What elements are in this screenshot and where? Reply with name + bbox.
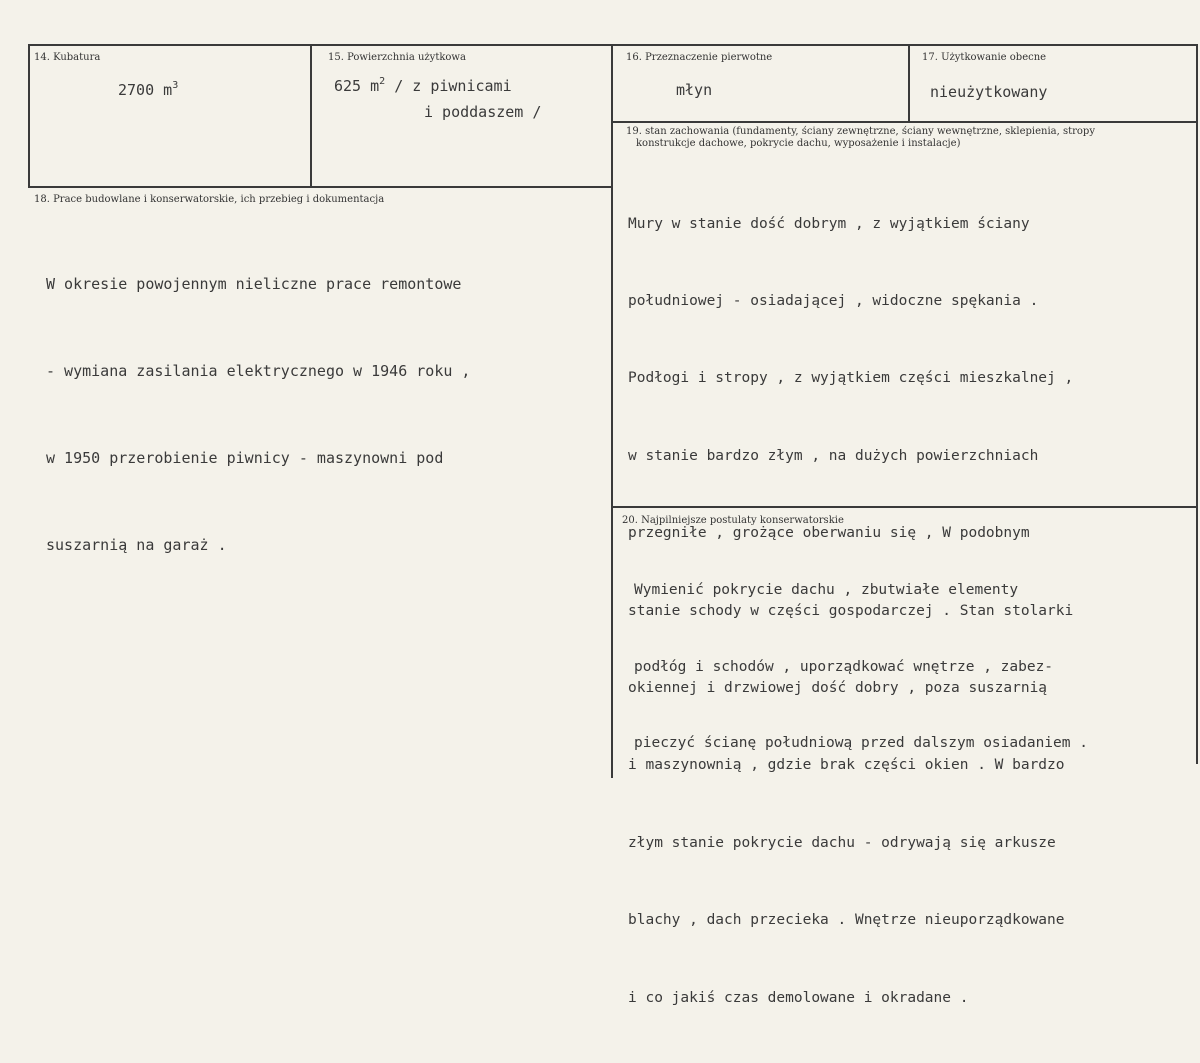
field-15-label: 15. Powierzchnia użytkowa	[328, 52, 466, 63]
field-19-line: okiennej i drzwiowej dość dobry , poza suszarnią	[628, 679, 1048, 696]
divider-14-15	[310, 44, 312, 187]
field-20-line: pieczyć ścianę południową przed dalszym osiadaniem .	[634, 735, 1088, 751]
divider-16-17	[908, 44, 910, 122]
field-19-line: i co jakiś czas demolowane i okradane .	[628, 989, 969, 1006]
field-19-line: Mury w stanie dość dobrym , z wyjątkiem ściany	[628, 215, 1030, 232]
field-18-text	[46, 212, 470, 618]
field-19-line: przegniłe , grożące oberwaniu się , W podobnym	[628, 525, 1030, 542]
field-19-line: blachy , dach przecieka . Wnętrze nieuporządkowane	[628, 912, 1065, 929]
field-15-value-line2: i poddaszem /	[424, 103, 542, 121]
field-18-line: suszarnią na garaż .	[46, 536, 227, 554]
field-15-superscript: 2	[379, 76, 386, 87]
field-19-label	[626, 126, 1194, 150]
field-17-label: 17. Użytkowanie obecne	[922, 52, 1047, 63]
field-18-line: W okresie powojennym nieliczne prace remontowe	[46, 275, 462, 293]
right-border	[1196, 44, 1198, 764]
field-18-line: - wymiana zasilania elektrycznego w 1946 roku ,	[46, 362, 471, 380]
top-rule	[28, 44, 1198, 46]
field-14-label: 14. Kubatura	[34, 52, 101, 63]
field-19-line: i maszynownią , gdzie brak części okien . W bardzo	[628, 757, 1065, 774]
field-18-line: w 1950 przerobienie piwnicy - maszynowni pod	[46, 449, 444, 467]
field-18-label: 18. Prace budowlane i konserwatorskie, ich przebieg i dokumentacja	[34, 194, 385, 205]
field-19-label-line1: 19. stan zachowania (fundamenty, ściany zewnętrzne, ściany wewnętrzne, sklepienia, stropy	[626, 126, 1095, 137]
field-19-line: Podłogi i stropy , z wyjątkiem części mieszkalnej ,	[628, 370, 1074, 387]
left-border	[28, 44, 30, 188]
field-16-label: 16. Przeznaczenie pierwotne	[626, 52, 773, 63]
center-divider	[611, 44, 613, 778]
field-19-label-line2: konstrukcje dachowe, pokrycie dachu, wyposażenie i instalacje)	[636, 138, 961, 149]
field-14-value: 2700 $m^3$	[118, 80, 179, 99]
field-16-value: młyn	[676, 81, 713, 99]
field-19-line: w stanie bardzo złym , na dużych powierzchniach	[628, 447, 1039, 464]
field-15-value: 625 $m^2$ / z piwnicami	[334, 76, 512, 95]
field-19-line: złym stanie pokrycie dachu - odrywają się arkusze	[628, 834, 1056, 851]
field-19-line: stanie schody w części gospodarczej . Stan stolarki	[628, 602, 1074, 619]
field-14-superscript: 3	[172, 80, 179, 91]
row1-divider-left	[28, 186, 611, 188]
field-20-text	[634, 527, 1088, 808]
row1-divider-right	[612, 121, 1198, 123]
field-17-value: nieużytkowany	[930, 83, 1048, 101]
field-20-label: 20. Najpilniejsze postulaty konserwatorskie	[622, 515, 844, 526]
field-20-line: Wymienić pokrycie dachu , zbutwiałe elementy	[634, 582, 1019, 598]
field-19-line: południowej - osiadającej , widoczne spękania .	[628, 292, 1039, 309]
field-20-line: podłóg i schodów , uporządkować wnętrze , zabez-	[634, 658, 1054, 675]
